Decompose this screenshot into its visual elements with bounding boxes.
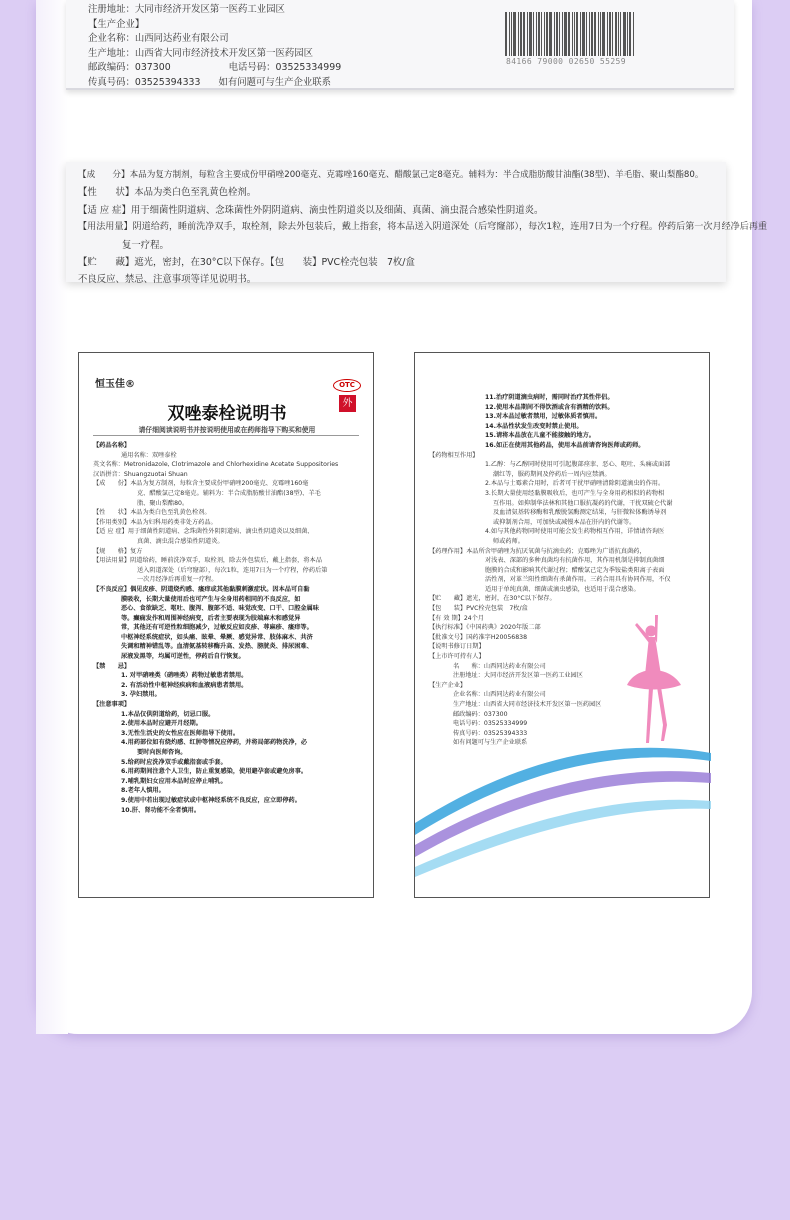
leaflet-line: 真菌、滴虫混合感染性阴道炎。 [137,537,224,545]
leaflet-line: 名 称：山西同达药业有限公司 [453,662,546,670]
leaflet-line: 15.请将本品放在儿童不能接触的地方。 [485,432,595,440]
leaflet-line: 【药物相互作用】 [429,451,479,459]
barcode-bar [609,12,611,56]
leaflet-line: 【用法用量】阴道给药，睡前洗净双手，取栓剂，除去外包装后，戴上指套，将本品 [93,557,322,565]
barcode-bar [627,12,628,56]
contact-note: 如有问题可与生产企业联系 [218,76,332,88]
barcode-bar [580,12,581,56]
leaflet-line: 6.用药期间注意个人卫生，防止重复感染，使用避孕套或避免房事。 [121,768,308,776]
barcode-bar [538,12,540,56]
company-name-line: 企业名称：山西同达药业有限公司 [88,33,229,45]
leaflet-line: 16.如正在使用其他药品，使用本品前请咨询医师或药师。 [485,441,645,449]
barcode-bar [629,12,631,56]
leaflet-line: 【药品名称】 [93,442,131,449]
leaflet-line: 失调和精神错乱等。血清氨基转移酶升高、发热、膀胱炎、排尿困难、 [121,643,313,651]
barcode-bar [589,12,590,56]
leaflet-line: 师或药师。 [493,537,524,545]
leaflet-line: 膜吸收，长期大量使用后也可产生与全身用药相同的不良反应，如 [121,595,301,603]
leaflet-line: 注册地址：大同市经济开发区第一医药工业园区 [453,672,583,680]
leaflet-line: 5.给药时应洗净双手或戴指套或手套。 [121,758,227,766]
leaflet-line: 及血清氨基转移酶和乳酸脱氢酶测定结果，与肝微粒体酶诱导剂 [493,509,667,517]
leaflet-line: 1.乙醇：与乙醇同时使用可引起腹部痉挛、恶心、呕吐、头痛或面部 [485,461,671,469]
leaflet-line: 【不良反应】偶见皮疹、阴道烧灼感、瘙痒或其他黏膜刺激症状。因本品可自黏 [93,585,310,593]
barcode-bar [505,12,507,56]
barcode-bar [586,12,587,56]
leaflet-line: 【成 份】本品为复方制剂，每粒含主要成份甲硝唑200毫克、克霉唑160毫 [93,480,309,488]
package-side-text [78,167,768,289]
leaflet-line: 9.使用中若出现过敏症状或中枢神经系统不良反应，应立即停药。 [121,796,301,804]
barcode-number: 84166 79000 02650 55259 [506,57,626,66]
barcode-bar [612,12,613,56]
barcode-bar [591,12,593,56]
leaflet-line: 13.对本品过敏者禁用，过敏体质者慎用。 [485,413,602,421]
leaflet-right [414,352,710,898]
barcode-bar [594,12,596,56]
leaflet-line: 【执行标准】《中国药典》2020年版二部 [429,624,541,632]
leaflet-line: 等。癫痫发作和周围神经病变，后者主要表现为肢端麻木和感觉异 [121,614,301,622]
fax: 传真号码：03525394333 [88,76,201,88]
barcode-bar [513,12,516,56]
production-address-line: 生产地址：山西省大同市经济技术开发区第一医药园区 [88,47,314,59]
leaflet-line: 14.本品性状发生改变时禁止使用。 [485,422,583,430]
leaflet-line: 英文名称：Metronidazole, Clotrimazole and Chlorhexidine Acetate Suppositories [93,461,339,469]
barcode-bar [572,12,573,56]
dosage-line: 【用法用量】阴道给药，睡前洗净双手，取栓剂，除去外包装后，戴上指套，将本品送入阴道深处（后穹窿部），每次1粒，连用7日为一个疗程。停药后第一次月经净后再重 [78,222,768,233]
leaflet-line: 尿液发黑等，均属可逆性，停药后自行恢复。 [121,653,245,661]
leaflet-left [78,352,374,898]
leaflet-line: 如有问题可与生产企业联系 [453,739,528,747]
barcode-bar [556,12,558,56]
barcode-bar [527,12,528,56]
leaflet-line: 或抑制剂合用，可加快或减慢本品在肝内的代谢等。 [493,518,636,526]
indications-line: 【适 应 症】用于细菌性阴道病、念珠菌性外阴阴道病、滴虫性阴道炎以及细菌、真菌、滴虫混合感染性阴道炎。 [78,204,544,216]
external-use-badge: 外 [339,395,356,412]
leaflet-line: 【注意事项】 [93,701,131,709]
appearance-line: 【性 状】本品为类白色至乳黄色栓剂。 [78,187,257,199]
barcode-bar [536,12,537,56]
leaflet-line: 潮红等，服药期间及停药后一周内应禁酒。 [493,470,611,478]
leaflet-title: 双唑泰栓说明书 [167,404,287,424]
barcode-bar [559,12,560,56]
barcode-bar [562,12,563,56]
leaflet-line: 【禁 忌】 [93,662,131,670]
see-leaflet-line: 不良反应、禁忌、注意事项等详见说明书。 [78,274,257,286]
barcode-bar [549,12,552,56]
title-divider [93,435,359,436]
brand-logo: 恒玉佳® [95,379,135,390]
barcode-bar [533,12,534,56]
leaflet-line: 【贮 藏】遮光，密封，在30°C以下保存。 [429,595,556,603]
reg-address-line: 注册地址：大同市经济开发区第一医药工业园区 [88,4,285,15]
leaflet-line: 【批准文号】国药准字H20056838 [429,633,528,641]
barcode-bar [620,12,621,56]
phone: 电话号码：03525334999 [228,62,342,74]
leaflet-line: 【生产企业】 [429,681,467,689]
barcode-bar [574,12,575,56]
leaflet-line: 电话号码：03525334999 [453,720,528,728]
leaflet-line: 胞膜的合成和影响其代谢过程；醋酸氯己定为季铵盐类阳离子表面 [485,566,665,574]
leaflet-line: 通用名称：双唑泰栓 [121,451,177,459]
barcode-bar [544,12,545,56]
barcode-bar [529,12,532,56]
barcode-bar [520,12,522,56]
leaflet-line: 【作用类别】本品为妇科用药类非处方药品。 [93,518,217,526]
leaflet-line: 【上市许可持有人】 [429,653,485,661]
leaflet-line: 【规 格】复方 [93,547,143,555]
leaflet-line: 7.哺乳期妇女应用本品时应停止哺乳。 [121,777,227,785]
leaflet-line: 3. 孕妇禁用。 [121,691,161,699]
leaflet-right-body [429,393,704,748]
barcode-bar [509,12,510,56]
leaflet-line: 企业名称：山西同达药业有限公司 [453,691,546,699]
leaflet-line: 传真号码：03525394333 [453,729,528,737]
barcode-bar [600,12,601,56]
barcode-bar [602,12,605,56]
leaflet-line: 【性 状】本品为类白色至乳黄色栓剂。 [93,509,211,517]
barcode-bar [546,12,548,56]
leaflet-line: 恶心、食欲缺乏、呕吐、腹泻、腹部不适、味觉改变、口干、口腔金属味 [121,605,319,613]
leaflet-line: 4.如与其他药物同时使用可能会发生药物相互作用，详情请咨询医 [485,528,665,536]
card-edge-shade [36,0,68,1034]
barcode-bar [633,12,634,56]
leaflet-subtitle: 请仔细阅读说明书并按说明使用或在药师指导下购买和使用 [138,426,316,434]
barcode-bar [618,12,619,56]
barcode-bar [511,12,512,56]
leaflet-line: 3.无性生活史的女性应在医师指导下使用。 [121,729,240,737]
leaflet-line: 12.使用本品期间不得饮酒或含有酒精的饮料。 [485,403,614,411]
barcode-bar [518,12,519,56]
leaflet-line: 1. 对甲硝唑类（硝唑类）药物过敏患者禁用。 [121,672,248,680]
barcode-bar [554,12,555,56]
leaflet-line: 1.本品仅供阴道给药，切忌口服。 [121,710,215,718]
leaflet-line: 8.老年人慎用。 [121,787,165,795]
manufacturer-heading: 【生产企业】 [88,18,145,30]
leaflet-line: 4.用药部位如有烧灼感、红肿等情况应停药，并将局部药物洗净，必 [121,739,308,747]
leaflet-line: 生产地址：山西省大同市经济技术开发区第一医药园区 [453,701,602,708]
leaflet-line: 【适 应 症】用于细菌性阴道病、念珠菌性外阴阴道病、滴虫性阴道炎以及细菌、 [93,528,314,536]
leaflet-line: 脂、聚山梨酯80。 [137,499,189,507]
barcode-bar [598,12,599,56]
leaflet-line: 克、醋酸氯己定8毫克。辅料为：半合成脂肪酸甘油酯(38型)、羊毛 [137,489,321,497]
postcode: 邮政编码：037300 [88,62,171,74]
leaflet-line: 一次月经净后再重复一疗程。 [137,576,218,584]
leaflet-line: 【包 装】PVC栓壳包装 7枚/盒 [429,605,528,613]
leaflet-line: 适用于单纯真菌、细菌或滴虫感染，也适用于混合感染。 [485,585,640,593]
dosage-line-cont: 复一疗程。 [122,239,169,251]
leaflet-line: 2.本品与土霉素合用时，后者可干扰甲硝唑清除阴道滴虫的作用。 [485,480,665,488]
leaflet-line: 【药理作用】本品所含甲硝唑为抗厌氧菌与抗滴虫药；克霉唑为广谱抗真菌药， [429,547,646,555]
storage-package-line: 【贮 藏】遮光，密封，在30°C以下保存。【包 装】PVC栓壳包装 7枚/盒 [78,257,415,269]
barcode-bar [523,12,525,56]
package-info-text [88,3,341,91]
leaflet-line: 要时向医师咨询。 [137,749,187,756]
barcode-bar [623,12,626,56]
barcode-bar [607,12,608,56]
barcode-bar [582,12,585,56]
leaflet-line: 10.肝、肾功能不全者慎用。 [121,806,201,814]
leaflet-line: 常，其他还有可逆性粒细胞减少，过敏反应如皮疹、荨麻疹、瘙痒等。 [121,624,313,632]
barcode-bar [568,12,570,56]
leaflet-line: 活性剂，对革兰阳性细菌有杀菌作用。三药合用具有协同作用，不仅 [485,576,671,584]
leaflet-line: 对浅表、深部的多种真菌均有抗菌作用，其作用机制是抑制真菌细 [485,557,665,565]
leaflet-line: 2.使用本品时应避开月经期。 [121,720,202,728]
leaflet-line: 【说明书修订日期】 [429,643,485,651]
leaflet-line: 【有 效 期】24个月 [429,614,485,622]
postcode-phone-line [88,61,341,76]
barcode [505,12,647,56]
barcode-bar [541,12,542,56]
barcode-bar [576,12,578,56]
ingredients-line: 【成 分】本品为复方制剂，每粒含主要成份甲硝唑200毫克、克霉唑160毫克、醋酸氯己定8毫克。辅料为：半合成脂肪酸甘油酯(38型)、羊毛脂、聚山梨酯80。 [78,170,704,180]
leaflet-line: 3.长期大量使用经黏膜吸收后，也可产生与全身用药相似的药物相 [485,489,665,497]
leaflet-line: 邮政编码：037300 [453,710,508,718]
barcode-bar [615,12,617,56]
leaflet-line: 互作用。如抑制华法林和其他口服抗凝药的代谢，干扰双硫仑代谢 [493,499,673,507]
leaflet-line: 送入阴道深处（后穹窿部），每次1粒，连用7日为一个疗程，停药后第 [137,566,328,574]
otc-badge: OTC [333,379,361,392]
leaflet-line: 11.治疗阴道滴虫病时，需同时治疗其性伴侣。 [485,394,614,401]
leaflet-left-body [93,441,363,815]
leaflet-line: 2. 有活动性中枢神经疾病和血液病患者禁用。 [121,681,248,689]
barcode-bar [564,12,567,56]
leaflet-line: 汉语拼音：Shuangzuotai Shuan [93,470,188,478]
fax-contact-line [88,76,341,91]
leaflet-line: 中枢神经系统症状，如头痛、眩晕、晕厥、感觉异常、肢体麻木、共济 [121,633,313,641]
